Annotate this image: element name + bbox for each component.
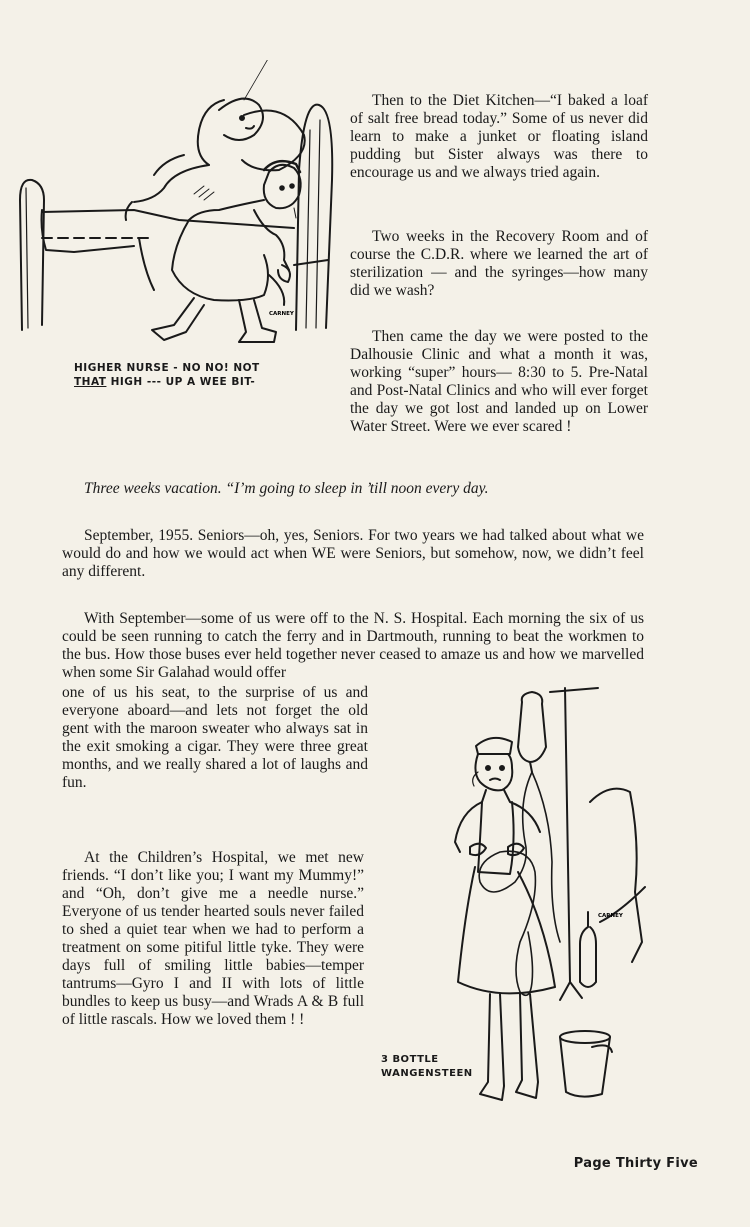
paragraph-childrens-hospital: At the Children’s Hospital, we met new friends. “I don’t like you; I want my Mummy!” and “Oh, don’t give me a needle nurse.” Everyone of us tender hearted souls never failed to shed a quiet tear when we had to perform a treatment on some pitiful little tyke. They were days full of smiling little babies—temper tantrums—Gyro I and II with lots of little bundles to keep us busy—and Wrads A & B full of little rascals. How we loved them ! ! xyxy=(62,849,364,1028)
page-number: Page Thirty Five xyxy=(573,1156,698,1171)
caption-top-underlined-word: THAT xyxy=(74,376,107,388)
caption-bottom-line1: 3 BOTTLE xyxy=(381,1054,439,1065)
paragraph-september-1955: September, 1955. Seniors—oh, yes, Seniors. For two years we had talked about what we would do and how we would act when WE were Seniors, but somehow, now, we didn’t feel any different. xyxy=(62,527,644,580)
paragraph-dalhousie-clinic: Then came the day we were posted to the Dalhousie Clinic and what a month it was, working “super” hours— 8:30 to 5. Pre-Natal and Post-Natal Clinics and who will ever forget the day we got lost and landed up on Lower Water Street. Were we ever scared ! xyxy=(350,328,648,435)
artist-signature-top: CARNEY xyxy=(269,311,294,317)
caption-top-line1: HIGHER NURSE - NO NO! NOT xyxy=(74,362,260,374)
artist-signature-bottom: CARNEY xyxy=(598,913,623,919)
cartoon-caption-bottom xyxy=(381,1053,491,1081)
cartoon-nurse-lifting-patient xyxy=(14,60,344,360)
paragraph-recovery-room: Two weeks in the Recovery Room and of course the C.D.R. where we learned the art of sterilization — and the syringes—how many did we wash? xyxy=(350,228,648,299)
caption-top-line2: HIGH --- UP A WEE BIT- xyxy=(106,376,256,388)
bed-scene-drawing xyxy=(14,60,344,360)
paragraph-ns-hospital: With September—some of us were off to the N. S. Hospital. Each morning the six of us could be seen running to catch the ferry and in Dartmouth, running to beat the workmen to the bus. How those buses ever held together never ceased to amaze us and how we marvelled when some Sir Galahad would offer xyxy=(62,610,644,681)
paragraph-vacation: Three weeks vacation. “I’m going to sleep in ’till noon every day. xyxy=(84,480,489,497)
paragraph-ns-hospital-continued: one of us his seat, to the surprise of us and everyone aboard—and lets not forget the old gent with the maroon sweater who always sat in the exit smoking a cigar. They were three great months, and we really shared a lot of laughs and fun. xyxy=(62,684,368,791)
caption-bottom-line2: WANGENSTEEN xyxy=(381,1068,473,1079)
cartoon-caption-top xyxy=(74,361,314,389)
paragraph-diet-kitchen: Then to the Diet Kitchen—“I baked a loaf of salt free bread today.” Some of us never did learn to make a junket or floating island pudding but Sister always was there to encourage us and we always tried again. xyxy=(350,92,648,181)
